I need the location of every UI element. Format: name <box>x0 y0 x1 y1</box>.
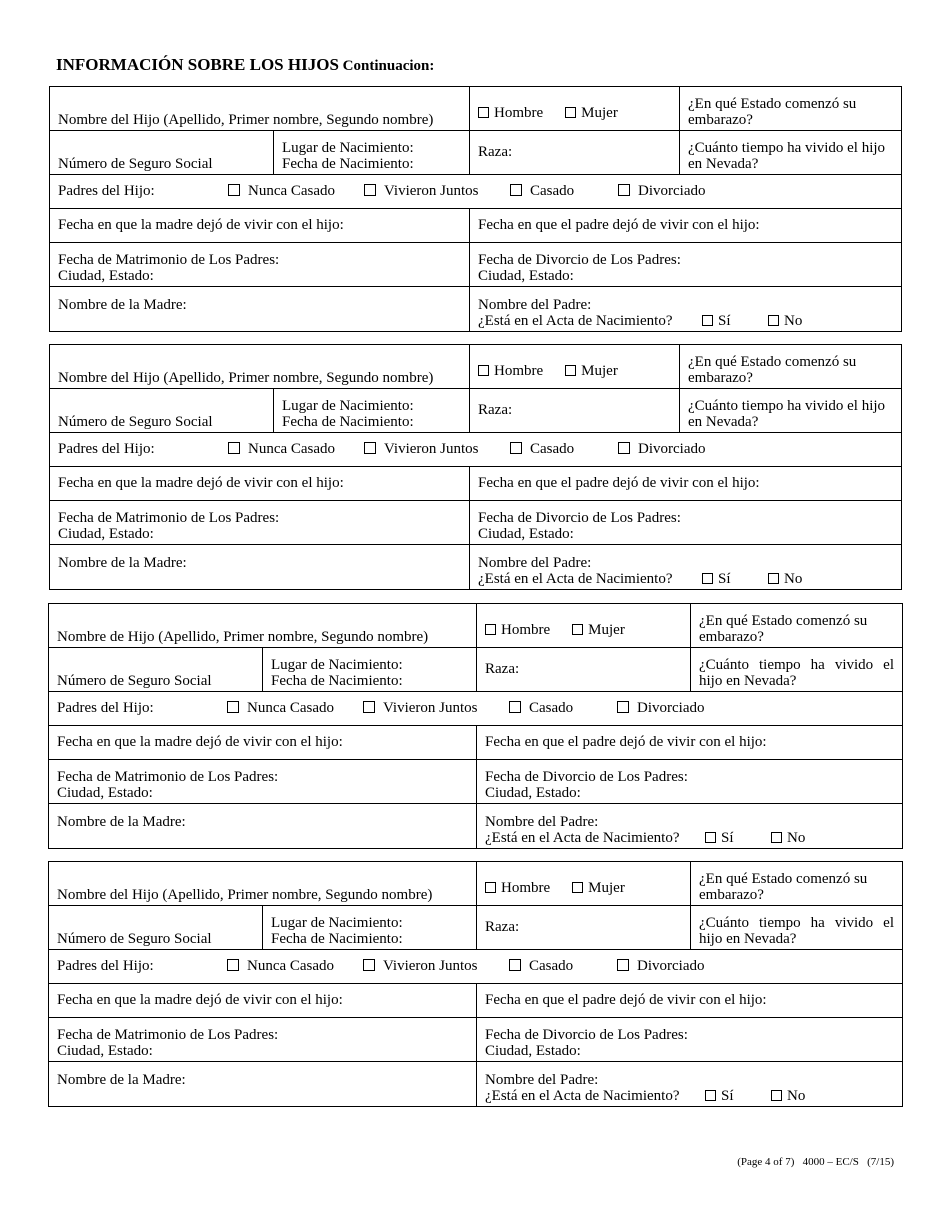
birth-date-label: Fecha de Nacimiento: <box>271 931 403 947</box>
nevada-time-label: ¿Cuánto tiempo ha vivido el hijo en Nevada? <box>699 915 894 947</box>
page-title <box>56 55 434 75</box>
male-checkbox-box[interactable] <box>485 882 496 893</box>
yes-label: Sí <box>721 1088 734 1104</box>
yes-checkbox[interactable] <box>702 313 731 329</box>
never-married-label: Nunca Casado <box>247 700 335 716</box>
mother-name-cell[interactable] <box>49 804 477 848</box>
divorce-date-label: Fecha de Divorcio de Los Padres: <box>478 252 681 268</box>
married-label: Casado <box>529 700 574 716</box>
never-married-box[interactable] <box>227 959 239 971</box>
mother-name-cell[interactable] <box>50 545 470 589</box>
parent-names-row <box>49 1062 902 1106</box>
never-married-label: Nunca Casado <box>247 958 335 974</box>
lived-together-label: Vivieron Juntos <box>383 700 478 716</box>
race-label: Raza: <box>485 919 520 935</box>
father-left-cell[interactable] <box>477 726 902 759</box>
male-checkbox[interactable] <box>478 105 543 122</box>
nevada-time-cell[interactable] <box>680 131 901 174</box>
father-name-cell[interactable] <box>477 1062 902 1106</box>
child-name-cell[interactable] <box>50 345 470 388</box>
father-name-label: Nombre del Padre: <box>478 297 592 313</box>
divorce-place-label: Ciudad, Estado: <box>485 1043 581 1059</box>
father-name-label: Nombre del Padre: <box>485 814 599 830</box>
father-left-label: Fecha en que el padre dejó de vivir con el hijo: <box>485 734 767 750</box>
divorce-date-label: Fecha de Divorcio de Los Padres: <box>485 769 688 785</box>
pregnancy-state-cell[interactable] <box>680 87 901 130</box>
parents-row <box>49 692 902 726</box>
male-checkbox[interactable] <box>478 363 543 380</box>
ssn-label: Número de Seguro Social <box>58 156 213 172</box>
married-box[interactable] <box>510 442 522 454</box>
lived-together-checkbox[interactable] <box>363 700 509 717</box>
divorced-checkbox[interactable] <box>618 441 705 458</box>
father-left-cell[interactable] <box>477 984 902 1017</box>
sex-cell <box>477 862 691 905</box>
marriage-row <box>50 501 901 545</box>
footer-form: 4000 – EC/S <box>802 1156 859 1168</box>
parents-row <box>50 175 901 209</box>
birth-cell[interactable] <box>274 131 470 174</box>
mother-name-cell[interactable] <box>49 1062 477 1106</box>
pregnancy-state-cell[interactable] <box>680 345 901 388</box>
father-left-cell[interactable] <box>470 467 901 500</box>
race-label: Raza: <box>478 402 513 418</box>
male-checkbox[interactable] <box>485 622 550 639</box>
race-cell[interactable] <box>477 648 691 691</box>
nevada-time-cell[interactable] <box>691 906 902 949</box>
divorce-date-label: Fecha de Divorcio de Los Padres: <box>485 1027 688 1043</box>
lived-together-box[interactable] <box>364 184 376 196</box>
pregnancy-state-label: ¿En qué Estado comenzó su embarazo? <box>699 871 868 903</box>
sex-cell <box>470 345 680 388</box>
lived-together-checkbox[interactable] <box>364 441 510 458</box>
ssn-row <box>50 389 901 433</box>
divorce-cell[interactable] <box>470 501 901 544</box>
no-box[interactable] <box>771 832 782 843</box>
female-checkbox[interactable] <box>572 622 625 639</box>
child-name-row <box>49 862 902 906</box>
marriage-cell[interactable] <box>50 501 470 544</box>
male-label: Hombre <box>494 363 544 379</box>
divorced-box[interactable] <box>618 442 630 454</box>
ssn-label: Número de Seguro Social <box>57 673 212 689</box>
divorced-box[interactable] <box>618 184 630 196</box>
birth-cert-line <box>478 313 893 329</box>
ssn-row <box>49 906 902 950</box>
mother-left-label: Fecha en que la madre dejó de vivir con el hijo: <box>58 475 344 491</box>
divorce-place-label: Ciudad, Estado: <box>478 268 574 284</box>
child-block <box>49 86 902 332</box>
divorced-label: Divorciado <box>637 700 705 716</box>
birth-cert-label: ¿Está en el Acta de Nacimiento? <box>485 1088 680 1104</box>
left-dates-row <box>50 209 901 243</box>
footer-rev: (7/15) <box>867 1156 894 1168</box>
no-checkbox[interactable] <box>771 830 805 846</box>
mother-name-label: Nombre de la Madre: <box>57 814 186 830</box>
female-label: Mujer <box>581 363 618 379</box>
lived-together-label: Vivieron Juntos <box>384 441 479 457</box>
child-name-cell[interactable] <box>49 862 477 905</box>
ssn-cell[interactable] <box>49 906 263 949</box>
married-label: Casado <box>529 958 574 974</box>
nevada-time-cell[interactable] <box>680 389 901 432</box>
child-name-row <box>49 604 902 648</box>
marriage-date-label: Fecha de Matrimonio de Los Padres: <box>57 1027 279 1043</box>
no-label: No <box>784 571 803 587</box>
lived-together-label: Vivieron Juntos <box>384 183 479 199</box>
never-married-label: Nunca Casado <box>248 441 336 457</box>
mother-left-cell[interactable] <box>50 209 470 242</box>
marriage-place-label: Ciudad, Estado: <box>58 526 154 542</box>
birth-date-label: Fecha de Nacimiento: <box>282 414 414 430</box>
parents-label: Padres del Hijo: <box>57 700 154 716</box>
mother-name-label: Nombre de la Madre: <box>58 555 187 571</box>
mother-left-label: Fecha en que la madre dejó de vivir con el hijo: <box>57 992 343 1008</box>
never-married-box[interactable] <box>228 184 240 196</box>
marriage-place-label: Ciudad, Estado: <box>58 268 154 284</box>
mother-left-cell[interactable] <box>49 984 477 1017</box>
parent-names-row <box>50 545 901 589</box>
child-name-label: Nombre de Hijo (Apellido, Primer nombre, Segundo nombre) <box>57 629 429 645</box>
female-label: Mujer <box>588 880 625 896</box>
female-label: Mujer <box>588 622 625 638</box>
never-married-checkbox[interactable] <box>227 700 363 717</box>
pregnancy-state-label: ¿En qué Estado comenzó su embarazo? <box>688 96 857 128</box>
divorced-checkbox[interactable] <box>618 183 705 200</box>
female-checkbox[interactable] <box>565 363 618 380</box>
sex-cell <box>477 604 691 647</box>
pregnancy-state-label: ¿En qué Estado comenzó su embarazo? <box>699 613 868 645</box>
yes-box[interactable] <box>702 315 713 326</box>
yes-label: Sí <box>718 571 731 587</box>
marriage-cell[interactable] <box>49 1018 477 1061</box>
birth-cell[interactable] <box>263 906 477 949</box>
male-checkbox-box[interactable] <box>478 365 489 376</box>
mother-name-label: Nombre de la Madre: <box>57 1072 186 1088</box>
mother-left-label: Fecha en que la madre dejó de vivir con el hijo: <box>58 217 344 233</box>
female-checkbox-box[interactable] <box>572 882 583 893</box>
child-block <box>48 603 903 849</box>
father-left-label: Fecha en que el padre dejó de vivir con el hijo: <box>478 475 760 491</box>
lived-together-label: Vivieron Juntos <box>383 958 478 974</box>
marriage-cell[interactable] <box>50 243 470 286</box>
married-label: Casado <box>530 183 575 199</box>
male-checkbox[interactable] <box>485 880 550 897</box>
yes-box[interactable] <box>702 573 713 584</box>
divorce-place-label: Ciudad, Estado: <box>478 526 574 542</box>
yes-label: Sí <box>721 830 734 846</box>
female-checkbox-box[interactable] <box>565 365 576 376</box>
child-name-label: Nombre del Hijo (Apellido, Primer nombre, Segundo nombre) <box>57 887 433 903</box>
married-box[interactable] <box>510 184 522 196</box>
no-label: No <box>787 830 806 846</box>
married-checkbox[interactable] <box>509 700 617 717</box>
marriage-row <box>49 760 902 804</box>
nevada-time-label: ¿Cuánto tiempo ha vivido el hijo en Nevada? <box>688 398 886 430</box>
footer-page: (Page 4 of 7) <box>737 1156 795 1168</box>
ssn-label: Número de Seguro Social <box>57 931 212 947</box>
married-box[interactable] <box>509 701 521 713</box>
no-checkbox[interactable] <box>768 313 802 329</box>
child-name-cell[interactable] <box>50 87 470 130</box>
child-block <box>48 861 903 1107</box>
marriage-row <box>50 243 901 287</box>
sex-cell <box>470 87 680 130</box>
pregnancy-state-cell[interactable] <box>691 604 902 647</box>
lived-together-box[interactable] <box>363 701 375 713</box>
parent-names-row <box>50 287 901 331</box>
left-dates-row <box>50 467 901 501</box>
divorced-box[interactable] <box>617 701 629 713</box>
male-checkbox-box[interactable] <box>485 624 496 635</box>
yes-box[interactable] <box>705 1090 716 1101</box>
title-main: INFORMACIÓN SOBRE LOS HIJOS <box>56 55 339 74</box>
male-label: Hombre <box>494 105 544 121</box>
mother-name-label: Nombre de la Madre: <box>58 297 187 313</box>
birth-cert-label: ¿Está en el Acta de Nacimiento? <box>485 830 680 846</box>
birth-date-label: Fecha de Nacimiento: <box>271 673 403 689</box>
parents-row <box>50 433 901 467</box>
birth-cell[interactable] <box>263 648 477 691</box>
yes-checkbox[interactable] <box>702 571 731 587</box>
birth-place-label: Lugar de Nacimiento: <box>271 657 403 673</box>
never-married-label: Nunca Casado <box>248 183 336 199</box>
child-name-row <box>50 345 901 389</box>
birth-place-label: Lugar de Nacimiento: <box>282 398 414 414</box>
child-name-label: Nombre del Hijo (Apellido, Primer nombre, Segundo nombre) <box>58 370 434 386</box>
marriage-date-label: Fecha de Matrimonio de Los Padres: <box>58 510 280 526</box>
married-label: Casado <box>530 441 575 457</box>
father-name-cell[interactable] <box>477 804 902 848</box>
birth-place-label: Lugar de Nacimiento: <box>271 915 403 931</box>
female-checkbox[interactable] <box>565 105 618 122</box>
marriage-date-label: Fecha de Matrimonio de Los Padres: <box>57 769 279 785</box>
father-name-label: Nombre del Padre: <box>478 555 592 571</box>
mother-left-cell[interactable] <box>49 726 477 759</box>
birth-cert-label: ¿Está en el Acta de Nacimiento? <box>478 571 673 587</box>
parents-row <box>49 950 902 984</box>
ssn-cell[interactable] <box>50 389 274 432</box>
parent-names-row <box>49 804 902 848</box>
parents-label: Padres del Hijo: <box>57 958 154 974</box>
married-checkbox[interactable] <box>509 958 617 975</box>
yes-box[interactable] <box>705 832 716 843</box>
no-box[interactable] <box>768 573 779 584</box>
race-cell[interactable] <box>470 389 680 432</box>
male-checkbox-box[interactable] <box>478 107 489 118</box>
left-dates-row <box>49 984 902 1018</box>
divorced-label: Divorciado <box>637 958 705 974</box>
mother-left-label: Fecha en que la madre dejó de vivir con el hijo: <box>57 734 343 750</box>
divorce-date-label: Fecha de Divorcio de Los Padres: <box>478 510 681 526</box>
parents-label: Padres del Hijo: <box>58 183 155 199</box>
mother-name-cell[interactable] <box>50 287 470 331</box>
parents-cell <box>50 433 901 466</box>
father-left-label: Fecha en que el padre dejó de vivir con el hijo: <box>478 217 760 233</box>
pregnancy-state-label: ¿En qué Estado comenzó su embarazo? <box>688 354 857 386</box>
marriage-place-label: Ciudad, Estado: <box>57 1043 153 1059</box>
ssn-label: Número de Seguro Social <box>58 414 213 430</box>
race-label: Raza: <box>478 144 513 160</box>
no-box[interactable] <box>768 315 779 326</box>
male-label: Hombre <box>501 622 551 638</box>
never-married-box[interactable] <box>227 701 239 713</box>
divorced-checkbox[interactable] <box>617 958 704 975</box>
divorced-label: Divorciado <box>638 441 706 457</box>
father-left-cell[interactable] <box>470 209 901 242</box>
father-name-cell[interactable] <box>470 287 901 331</box>
divorce-place-label: Ciudad, Estado: <box>485 785 581 801</box>
marriage-place-label: Ciudad, Estado: <box>57 785 153 801</box>
married-checkbox[interactable] <box>510 441 618 458</box>
birth-cert-line <box>478 571 893 587</box>
race-cell[interactable] <box>470 131 680 174</box>
child-name-label: Nombre del Hijo (Apellido, Primer nombre, Segundo nombre) <box>58 112 434 128</box>
divorce-cell[interactable] <box>470 243 901 286</box>
parents-cell <box>49 950 902 983</box>
birth-cert-label: ¿Está en el Acta de Nacimiento? <box>478 313 673 329</box>
ssn-row <box>50 131 901 175</box>
child-block <box>49 344 902 590</box>
never-married-checkbox[interactable] <box>227 958 363 975</box>
ssn-row <box>49 648 902 692</box>
race-cell[interactable] <box>477 906 691 949</box>
yes-label: Sí <box>718 313 731 329</box>
no-checkbox[interactable] <box>768 571 802 587</box>
married-checkbox[interactable] <box>510 183 618 200</box>
never-married-box[interactable] <box>228 442 240 454</box>
ssn-cell[interactable] <box>50 131 274 174</box>
title-suffix: Continuacion: <box>342 58 435 74</box>
divorced-box[interactable] <box>617 959 629 971</box>
lived-together-box[interactable] <box>364 442 376 454</box>
marriage-date-label: Fecha de Matrimonio de Los Padres: <box>58 252 280 268</box>
nevada-time-cell[interactable] <box>691 648 902 691</box>
lived-together-checkbox[interactable] <box>364 183 510 200</box>
marriage-cell[interactable] <box>49 760 477 803</box>
pregnancy-state-cell[interactable] <box>691 862 902 905</box>
married-box[interactable] <box>509 959 521 971</box>
no-label: No <box>787 1088 806 1104</box>
birth-place-label: Lugar de Nacimiento: <box>282 140 414 156</box>
nevada-time-label: ¿Cuánto tiempo ha vivido el hijo en Nevada? <box>699 657 894 689</box>
birth-cert-line <box>485 1088 894 1104</box>
lived-together-checkbox[interactable] <box>363 958 509 975</box>
no-checkbox[interactable] <box>771 1088 805 1104</box>
page-footer <box>737 1156 894 1168</box>
parents-label: Padres del Hijo: <box>58 441 155 457</box>
female-checkbox[interactable] <box>572 880 625 897</box>
child-name-row <box>50 87 901 131</box>
yes-checkbox[interactable] <box>705 1088 734 1104</box>
parents-cell <box>49 692 902 725</box>
never-married-checkbox[interactable] <box>228 441 364 458</box>
father-name-cell[interactable] <box>470 545 901 589</box>
nevada-time-label: ¿Cuánto tiempo ha vivido el hijo en Nevada? <box>688 140 886 172</box>
male-label: Hombre <box>501 880 551 896</box>
marriage-row <box>49 1018 902 1062</box>
father-left-label: Fecha en que el padre dejó de vivir con el hijo: <box>485 992 767 1008</box>
mother-left-cell[interactable] <box>50 467 470 500</box>
parents-cell <box>50 175 901 208</box>
divorce-cell[interactable] <box>477 1018 902 1061</box>
birth-date-label: Fecha de Nacimiento: <box>282 156 414 172</box>
female-checkbox-box[interactable] <box>572 624 583 635</box>
yes-checkbox[interactable] <box>705 830 734 846</box>
never-married-checkbox[interactable] <box>228 183 364 200</box>
female-label: Mujer <box>581 105 618 121</box>
divorce-cell[interactable] <box>477 760 902 803</box>
birth-cell[interactable] <box>274 389 470 432</box>
race-label: Raza: <box>485 661 520 677</box>
child-name-cell[interactable] <box>49 604 477 647</box>
lived-together-box[interactable] <box>363 959 375 971</box>
birth-cert-line <box>485 830 894 846</box>
no-box[interactable] <box>771 1090 782 1101</box>
ssn-cell[interactable] <box>49 648 263 691</box>
father-name-label: Nombre del Padre: <box>485 1072 599 1088</box>
female-checkbox-box[interactable] <box>565 107 576 118</box>
divorced-label: Divorciado <box>638 183 706 199</box>
divorced-checkbox[interactable] <box>617 700 704 717</box>
left-dates-row <box>49 726 902 760</box>
no-label: No <box>784 313 803 329</box>
